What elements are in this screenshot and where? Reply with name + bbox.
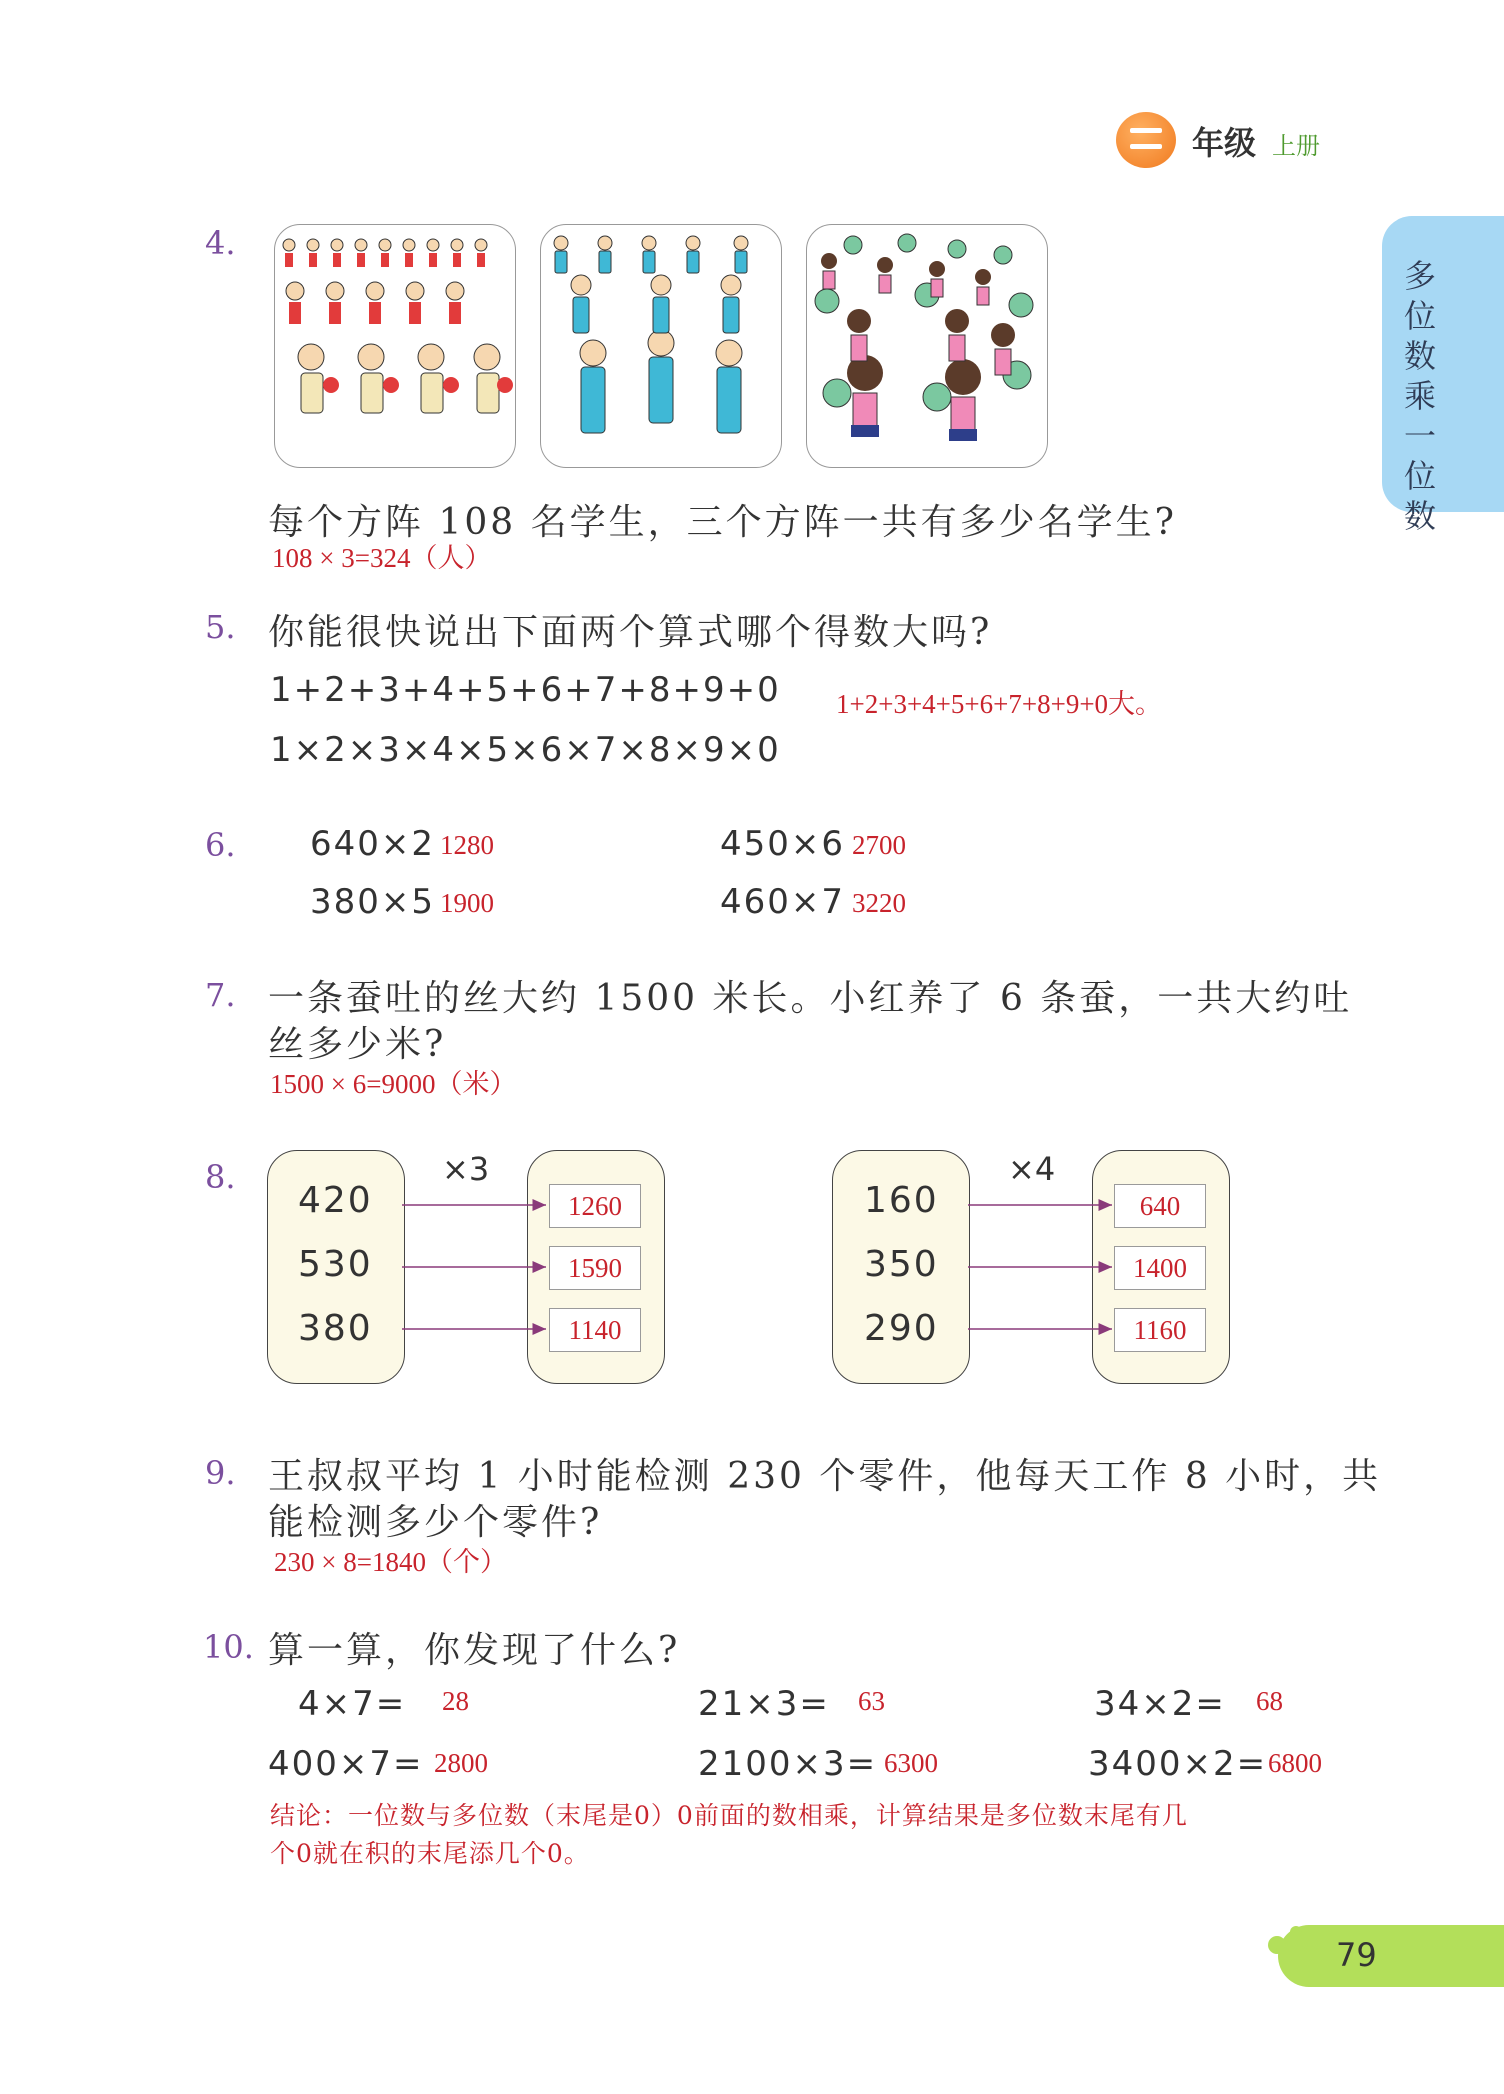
q6-expression: 640×2 — [310, 824, 436, 864]
q8-output-answer: 1590 — [549, 1246, 641, 1290]
q7-question-line1: 一条蚕吐的丝大约 1500 米长。小红养了 6 条蚕，一共大约吐 — [268, 978, 1353, 1019]
q5-sum-expression: 1+2+3+4+5+6+7+8+9+0 — [270, 670, 781, 710]
q8-mapping-arrows — [400, 1180, 550, 1360]
q8-input-value: 380 — [298, 1308, 373, 1349]
page-number-leaf-dot — [1268, 1936, 1286, 1954]
q6-answer: 1280 — [440, 830, 494, 860]
q6-number: 6. — [205, 826, 236, 864]
volume-label: 上册 — [1272, 132, 1320, 160]
q8-input-value: 350 — [864, 1244, 939, 1285]
q10-expression: 4×7= — [298, 1684, 407, 1724]
q10-expression: 400×7= — [268, 1744, 424, 1784]
q10-expression: 2100×3= — [698, 1744, 878, 1784]
q8-output-answer: 1400 — [1114, 1246, 1206, 1290]
chapter-side-tab-label: 多位数乘一位数 — [1403, 257, 1436, 535]
q8-input-value: 290 — [864, 1308, 939, 1349]
q6-answer: 2700 — [852, 830, 906, 860]
q10-answer: 6300 — [884, 1748, 938, 1778]
q10-expression: 3400×2= — [1088, 1744, 1268, 1784]
q7-question-line2: 丝多少米? — [268, 1024, 447, 1065]
dance-formation-picture — [274, 224, 516, 468]
q5-question: 你能很快说出下面两个算式哪个得数大吗? — [268, 612, 993, 653]
q5-number: 5. — [205, 608, 236, 646]
q10-number: 10. — [203, 1628, 254, 1666]
q10-conclusion-line2: 个0就在积的末尾添几个0。 — [270, 1839, 590, 1868]
q4-question: 每个方阵 108 名学生，三个方阵一共有多少名学生? — [268, 502, 1177, 543]
cheerleading-formation-picture — [806, 224, 1048, 468]
q8-multiplier-label: ×4 — [1008, 1150, 1056, 1188]
q8-input-value: 420 — [298, 1180, 373, 1221]
q10-answer: 28 — [442, 1686, 469, 1716]
q4-answer: 108 × 3=324（人） — [272, 543, 492, 573]
q10-answer: 63 — [858, 1686, 885, 1716]
q7-number: 7. — [205, 976, 236, 1014]
q10-expression: 21×3= — [698, 1684, 830, 1724]
q6-answer: 3220 — [852, 888, 906, 918]
q9-number: 9. — [205, 1454, 236, 1492]
page-number: 79 — [1336, 1936, 1377, 1974]
grade-badge-icon — [1116, 112, 1176, 168]
q6-expression: 380×5 — [310, 882, 436, 922]
q8-output-answer: 640 — [1114, 1184, 1206, 1228]
grade-label: 年级 — [1192, 124, 1257, 162]
q8-output-answer: 1140 — [549, 1308, 641, 1352]
q8-input-value: 160 — [864, 1180, 939, 1221]
q6-expression: 450×6 — [720, 824, 846, 864]
q9-question-line2: 能检测多少个零件? — [268, 1502, 603, 1543]
q5-answer: 1+2+3+4+5+6+7+8+9+0大。 — [836, 689, 1163, 719]
q7-answer: 1500 × 6=9000（米） — [270, 1069, 517, 1099]
q8-multiplier-label: ×3 — [442, 1150, 490, 1188]
q10-answer: 68 — [1256, 1686, 1283, 1716]
q4-number: 4. — [205, 224, 236, 262]
q6-expression: 460×7 — [720, 882, 846, 922]
page-number-leaf — [1278, 1925, 1504, 1987]
q6-answer: 1900 — [440, 888, 494, 918]
q10-expression: 34×2= — [1094, 1684, 1226, 1724]
q10-conclusion-line1: 结论：一位数与多位数（末尾是0）0前面的数相乘，计算结果是多位数末尾有几 — [270, 1801, 1188, 1830]
q8-output-answer: 1160 — [1114, 1308, 1206, 1352]
page-number-leaf-dot — [1290, 1926, 1302, 1938]
martial-arts-formation-picture — [540, 224, 782, 468]
q8-output-answer: 1260 — [549, 1184, 641, 1228]
q8-number: 8. — [205, 1158, 236, 1196]
q5-product-expression: 1×2×3×4×5×6×7×8×9×0 — [270, 730, 781, 770]
q9-question-line1: 王叔叔平均 1 小时能检测 230 个零件，他每天工作 8 小时，共 — [268, 1456, 1382, 1497]
q10-question: 算一算，你发现了什么? — [268, 1630, 681, 1671]
q10-answer: 6800 — [1268, 1748, 1322, 1778]
q10-answer: 2800 — [434, 1748, 488, 1778]
q8-mapping-arrows — [966, 1180, 1116, 1360]
q8-input-value: 530 — [298, 1244, 373, 1285]
q9-answer: 230 × 8=1840（个） — [274, 1547, 507, 1577]
